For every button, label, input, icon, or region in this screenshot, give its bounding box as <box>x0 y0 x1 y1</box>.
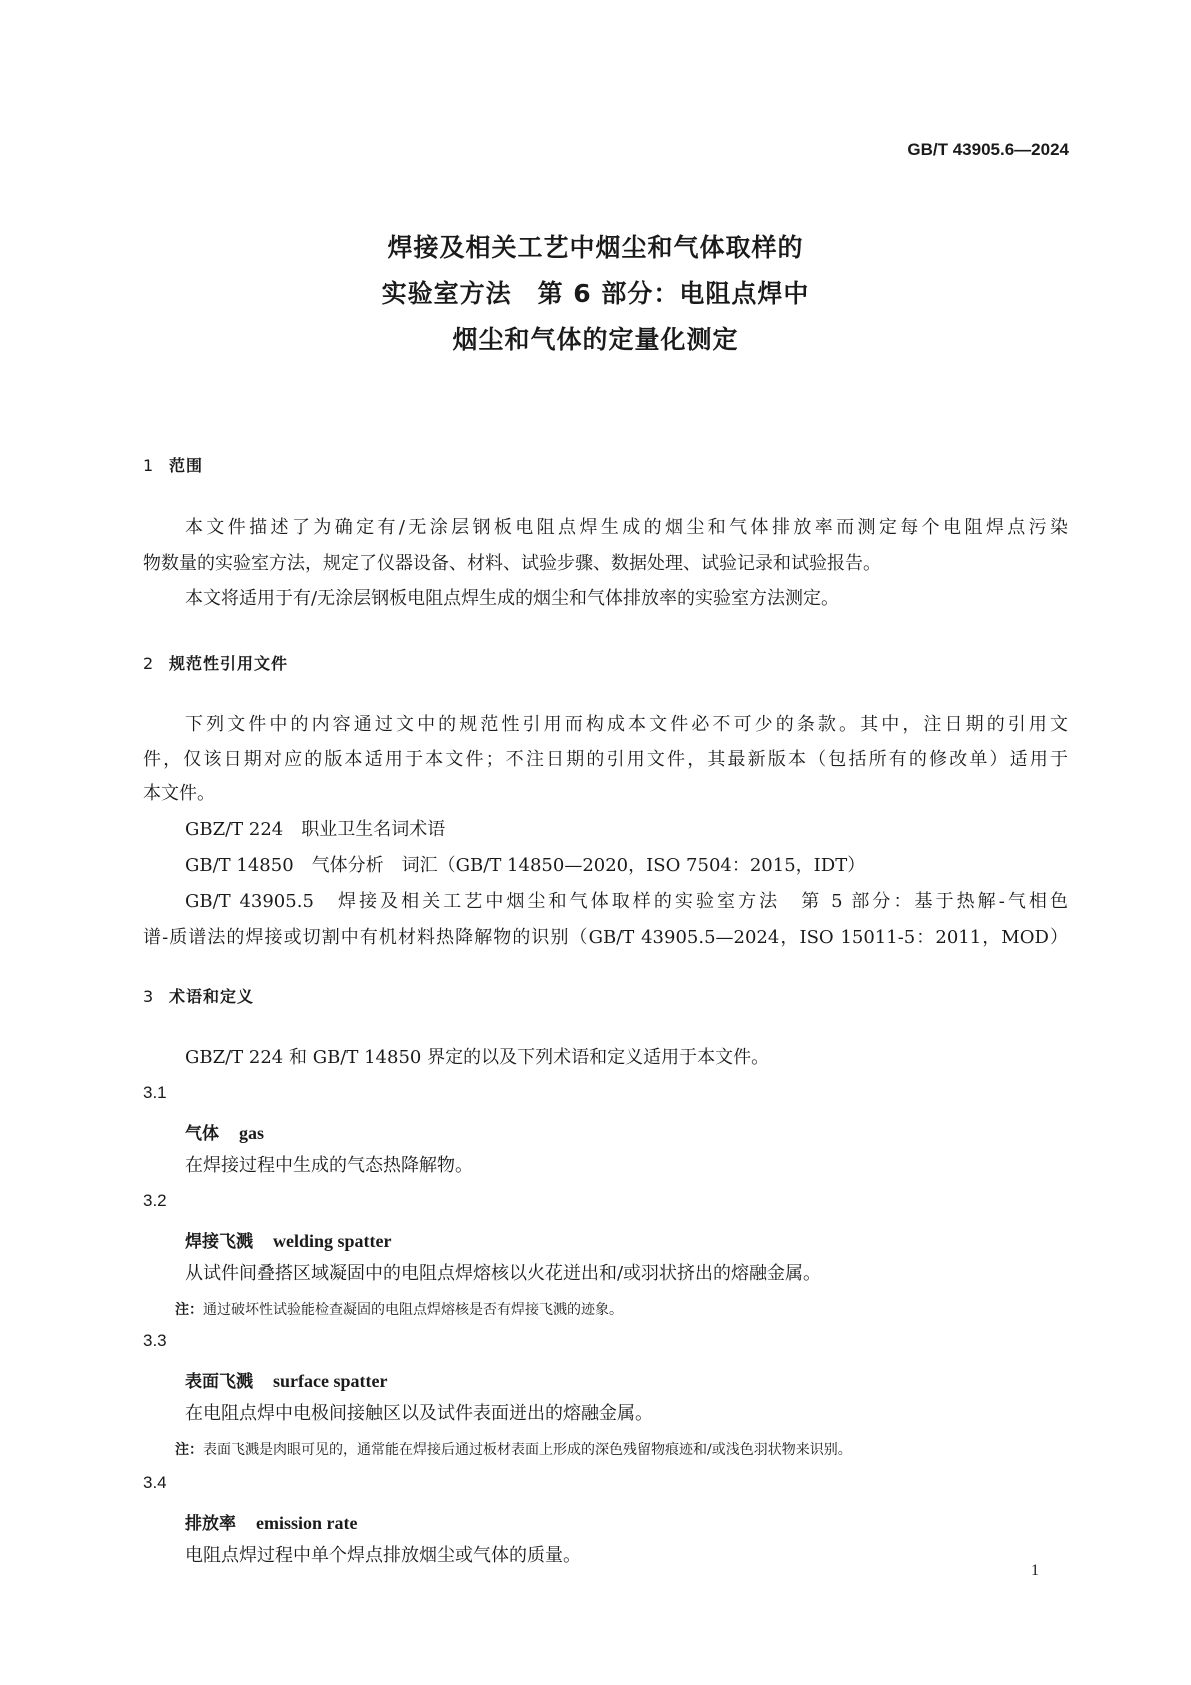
term-entry <box>185 1367 387 1392</box>
clause-number: 3.3 <box>143 1331 167 1350</box>
term-zh: 焊接飞溅 <box>185 1232 253 1252</box>
clause-number: 3.4 <box>143 1473 167 1492</box>
clause-number: 3.1 <box>143 1083 167 1102</box>
paragraph-line: 本文将适用于有/无涂层钢板电阻点焊生成的烟尘和气体排放率的实验室方法测定。 <box>185 588 840 609</box>
note <box>175 1439 852 1459</box>
term-definition: 在焊接过程中生成的气态热降解物。 <box>185 1155 473 1176</box>
term-entry <box>185 1227 392 1252</box>
term-en: welding spatter <box>273 1231 392 1251</box>
reference-item: GB/T 43905.5 焊接及相关工艺中烟尘和气体取样的实验室方法 第 5 部分：基于热解-气相色 <box>185 891 1068 912</box>
note <box>175 1299 623 1319</box>
section-number: 3 <box>143 987 155 1006</box>
reference-item: GB/T 14850 气体分析 词汇（GB/T 14850—2020，ISO 7504：2015，IDT） <box>185 855 866 876</box>
section-heading-scope <box>143 453 203 476</box>
title-line-3: 烟尘和气体的定量化测定 <box>452 325 739 354</box>
section-number: 2 <box>143 654 155 673</box>
note-text: 通过破坏性试验能检查凝固的电阻点焊熔核是否有焊接飞溅的迹象。 <box>203 1302 623 1318</box>
paragraph-line: GBZ/T 224 和 GB/T 14850 界定的以及下列术语和定义适用于本文件。 <box>185 1047 770 1068</box>
reference-item: GBZ/T 224 职业卫生名词术语 <box>185 819 446 840</box>
term-en: surface spatter <box>273 1371 388 1391</box>
page-number: 1 <box>1031 1562 1039 1579</box>
title-line-2: 实验室方法 第 6 部分：电阻点焊中 <box>381 279 810 308</box>
paragraph-line: 件，仅该日期对应的版本适用于本文件；不注日期的引用文件，其最新版本（包括所有的修改单）适用于 <box>143 749 1068 770</box>
clause-number: 3.2 <box>143 1191 167 1210</box>
term-definition: 在电阻点焊中电极间接触区以及试件表面迸出的熔融金属。 <box>185 1403 653 1424</box>
reference-item-continuation: 谱-质谱法的焊接或切割中有机材料热降解物的识别（GB/T 43905.5—2024，ISO 15011-5：2011，MOD） <box>143 927 1068 948</box>
section-title: 范围 <box>169 456 204 475</box>
section-heading-normative-references <box>143 651 288 674</box>
note-label: 注： <box>175 1442 203 1458</box>
paragraph-line: 物数量的实验室方法，规定了仪器设备、材料、试验步骤、数据处理、试验记录和试验报告。 <box>143 553 881 574</box>
document-number: GB/T 43905.6—2024 <box>907 140 1069 159</box>
note-label: 注： <box>175 1302 203 1318</box>
term-zh: 排放率 <box>185 1514 236 1534</box>
term-entry <box>185 1119 264 1144</box>
term-definition: 从试件间叠搭区域凝固中的电阻点焊熔核以火花迸出和/或羽状挤出的熔融金属。 <box>185 1263 822 1284</box>
term-zh: 气体 <box>185 1124 219 1144</box>
term-en: gas <box>239 1123 265 1143</box>
paragraph-line: 下列文件中的内容通过文中的规范性引用而构成本文件必不可少的条款。其中，注日期的引用文 <box>185 714 1068 735</box>
paragraph-line: 本文件描述了为确定有/无涂层钢板电阻点焊生成的烟尘和气体排放率而测定每个电阻焊点污染 <box>185 517 1068 538</box>
term-zh: 表面飞溅 <box>185 1372 253 1392</box>
term-en: emission rate <box>256 1513 358 1533</box>
note-text: 表面飞溅是肉眼可见的，通常能在焊接后通过板材表面上形成的深色残留物痕迹和/或浅色羽状物来识别。 <box>203 1442 852 1458</box>
paragraph-line: 本文件。 <box>143 783 215 804</box>
section-heading-terms <box>143 984 254 1007</box>
term-entry <box>185 1509 357 1534</box>
section-number: 1 <box>143 456 155 475</box>
section-title: 规范性引用文件 <box>169 654 289 673</box>
term-definition: 电阻点焊过程中单个焊点排放烟尘或气体的质量。 <box>185 1545 581 1566</box>
section-title: 术语和定义 <box>169 987 255 1006</box>
title-line-1: 焊接及相关工艺中烟尘和气体取样的 <box>387 233 804 262</box>
